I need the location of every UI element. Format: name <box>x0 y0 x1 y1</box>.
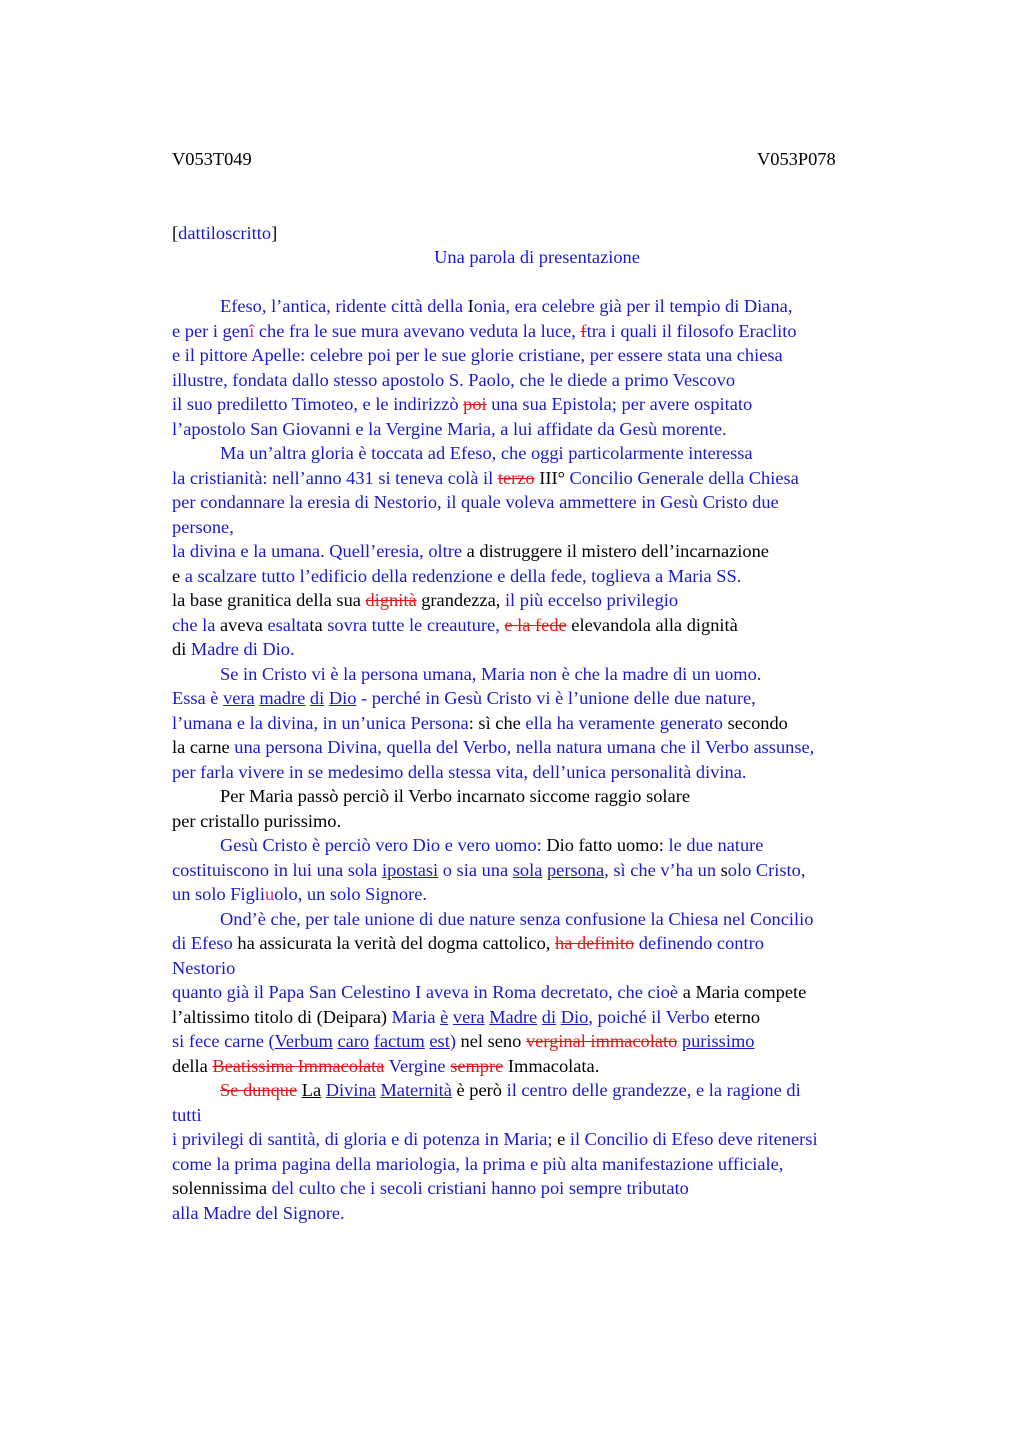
text-segment: e il pittore Apelle: celebre poi per le sue glorie cristiane, per essere stata una chiesa <box>172 345 783 365</box>
text-segment: tra i quali il filosofo Eraclito <box>586 320 797 341</box>
text-line <box>172 907 912 932</box>
text-segment: per farla vivere in se medesimo della stessa vita, dell’unica personalità divina. <box>172 761 747 782</box>
text-segment: I <box>467 296 474 316</box>
text-segment: di <box>541 1006 557 1027</box>
text-line <box>172 1078 912 1103</box>
text-segment: grandezza, <box>416 590 505 610</box>
text-line <box>172 662 912 687</box>
text-line <box>172 1201 912 1226</box>
text-segment: quanto già il Papa San Celestino I aveva in Roma decretato, che cioè <box>172 982 679 1002</box>
text-segment: una sua Epistola; per avere ospitato <box>486 394 753 414</box>
text-segment: si fece carne ( <box>172 1031 275 1051</box>
text-line <box>172 882 912 907</box>
text-segment: per cristallo purissimo. <box>172 810 342 831</box>
text-line <box>172 1152 912 1177</box>
text-segment: ) <box>449 1031 456 1051</box>
text-line <box>172 1176 912 1201</box>
text-segment: ella ha veramente generato <box>525 712 724 733</box>
text-segment: Per Maria passò perciò il Verbo incarnato siccome raggio solare <box>220 786 690 806</box>
deleted-text: poi <box>463 394 487 414</box>
text-segment: Immacolata. <box>503 1055 600 1076</box>
document-title: Una parola di presentazione <box>434 247 640 267</box>
deleted-text: e la fede <box>504 614 567 635</box>
text-segment: o sia una <box>438 859 513 880</box>
deleted-text: terzo <box>497 467 535 488</box>
text-segment: Maternità <box>380 1080 452 1100</box>
text-segment: secondo <box>723 712 788 733</box>
text-segment: Dio fatto uomo: <box>546 835 669 855</box>
document-body <box>172 294 912 1225</box>
text-segment: est <box>429 1031 450 1051</box>
text-line <box>172 858 912 883</box>
deleted-text: sempre <box>450 1055 504 1076</box>
text-line <box>172 1127 912 1152</box>
text-line <box>172 441 912 466</box>
text-line <box>172 368 912 393</box>
text-line <box>172 686 912 711</box>
text-line <box>172 784 912 809</box>
text-segment: il suo prediletto Timoteo, e le indirizzò <box>172 394 464 414</box>
text-segment: ipostasi <box>381 859 439 880</box>
text-segment: costituiscono in lui una sola <box>172 859 382 880</box>
text-segment: , sì che v’ha un <box>604 859 721 880</box>
text-segment: - perché in Gesù Cristo vi è l’unione delle due nature, <box>356 688 756 708</box>
text-segment: alla Madre del Signore. <box>172 1202 345 1223</box>
text-segment: a Maria compete <box>678 982 807 1002</box>
text-segment: purissimo <box>681 1031 755 1051</box>
text-segment: III° <box>534 467 565 488</box>
text-segment: della <box>172 1055 213 1076</box>
text-line <box>172 613 912 638</box>
text-segment: la cristianità: nell’anno 431 si teneva colà il <box>172 467 498 488</box>
text-segment: olo Cristo, <box>727 859 806 880</box>
text-segment: onia, era celebre già per il tempio di Diana, <box>473 296 793 316</box>
text-line <box>172 564 912 589</box>
text-segment: aveva <box>220 614 268 635</box>
text-segment: vera <box>223 688 255 708</box>
text-segment: Essa è <box>172 688 224 708</box>
tag-bracket-open: [ <box>172 223 179 243</box>
text-segment: il Concilio di Efeso deve ritenersi <box>569 1129 818 1149</box>
text-segment: la divina e la umana. Quell’eresia, oltre <box>172 541 463 561</box>
text-line <box>172 515 912 540</box>
text-segment: l’altissimo titolo di (Deipara) <box>172 1006 392 1027</box>
deleted-text: Se dunque <box>220 1080 298 1100</box>
text-segment: i privilegi di santità, di gloria e di potenza in Maria; <box>172 1129 558 1149</box>
text-segment: : sì che <box>468 712 526 733</box>
text-segment: , poiché il Verbo <box>588 1006 710 1027</box>
text-segment: Ond’è che, per tale unione di due nature senza confusione la Chiesa nel Concilio <box>220 908 814 929</box>
text-line <box>172 1054 912 1079</box>
text-segment: di <box>172 639 191 659</box>
text-line <box>172 735 912 760</box>
text-segment: come la prima pagina della mariologia, la prima e più alta manifestazione ufficiale, <box>172 1153 784 1174</box>
text-segment: Concilio Generale della Chiesa <box>564 467 799 488</box>
text-line <box>172 417 912 442</box>
text-segment: Madre <box>489 1006 538 1027</box>
text-segment: la carne <box>172 737 235 757</box>
text-segment: un solo Figli <box>172 884 265 904</box>
text-segment: factum <box>373 1031 425 1051</box>
text-segment: nel seno <box>455 1031 526 1051</box>
text-segment: persone, <box>172 516 234 537</box>
deleted-text: ha definito <box>555 933 635 953</box>
text-segment: per condannare la eresia di Nestorio, il quale voleva ammettere in Gesù Cristo due <box>172 492 779 512</box>
text-segment: madre <box>259 688 306 708</box>
text-segment: che fra le sue mura avevano veduta la luce, <box>254 320 581 341</box>
text-segment: è però <box>451 1080 507 1100</box>
text-segment: l’umana e la divina, in un’unica Persona <box>172 712 469 733</box>
text-segment: esalta <box>267 614 310 635</box>
text-segment: Gesù Cristo è perciò vero Dio e vero uomo: <box>220 835 547 855</box>
text-segment: sola <box>512 859 543 880</box>
text-segment: Verbum <box>274 1031 333 1051</box>
text-segment: tutti <box>172 1104 202 1125</box>
text-segment: e <box>172 565 185 586</box>
text-segment: Efeso, l’antica, ridente città della <box>220 296 468 316</box>
text-segment: illustre, fondata dallo stesso apostolo S. Paolo, che le diede a primo Vescovo <box>172 369 736 390</box>
text-segment: le due nature <box>668 835 764 855</box>
text-segment: ha assicurata la verità del dogma cattolico, <box>232 933 555 953</box>
text-line <box>172 1103 912 1128</box>
text-segment: persona <box>546 859 605 880</box>
text-segment: î <box>249 320 255 341</box>
text-segment: e per i gen <box>172 320 250 341</box>
text-segment: La <box>301 1080 322 1100</box>
text-segment: a distruggere il mistero dell’incarnazione <box>462 541 769 561</box>
text-segment: ta <box>309 614 328 635</box>
text-line <box>172 956 912 981</box>
text-segment: il più eccelso privilegio <box>504 590 679 610</box>
text-line <box>172 1005 912 1030</box>
text-segment: Dio <box>328 688 357 708</box>
text-line <box>172 490 912 515</box>
text-segment: l’apostolo San Giovanni e la Vergine Maria, a lui affidate da Gesù morente. <box>172 418 727 439</box>
text-segment: definendo contro <box>634 933 764 953</box>
tag-text: dattiloscritto <box>178 223 272 243</box>
text-segment: e <box>557 1129 570 1149</box>
text-line <box>172 931 912 956</box>
text-segment: elevandola alla dignità <box>566 614 738 635</box>
text-segment: Ma un’altra gloria è toccata ad Efeso, che oggi particolarmente interessa <box>220 443 753 463</box>
text-segment: sovra tutte le creauture, <box>327 614 505 635</box>
text-segment: è <box>440 1006 449 1027</box>
text-segment: u <box>265 884 275 904</box>
text-line <box>172 294 912 319</box>
text-segment: che la <box>172 614 220 635</box>
text-segment: olo, un solo Signore. <box>274 884 427 904</box>
tag-bracket-close: ] <box>271 223 278 243</box>
document-code-left: V053T049 <box>172 149 252 169</box>
deleted-text: Beatissima Immacolata <box>212 1055 385 1076</box>
text-line <box>172 343 912 368</box>
document-code-right: V053P078 <box>757 149 836 169</box>
text-segment: vera <box>452 1006 485 1027</box>
text-line <box>172 539 912 564</box>
text-line <box>172 833 912 858</box>
text-segment: Se in Cristo vi è la persona umana, Maria non è che la madre di un uomo. <box>220 663 762 684</box>
text-line <box>172 319 912 344</box>
text-segment: una persona Divina, quella del Verbo, nella natura umana che il Verbo assunse, <box>234 737 815 757</box>
text-line <box>172 466 912 491</box>
text-segment: eterno <box>709 1006 761 1027</box>
document-type-tag <box>172 221 277 245</box>
text-segment: la base granitica della sua <box>172 590 366 610</box>
text-segment: caro <box>337 1031 370 1051</box>
text-line <box>172 588 912 613</box>
text-segment: Nestorio <box>172 957 236 978</box>
text-segment: Maria <box>391 1006 441 1027</box>
text-segment: Vergine <box>384 1055 451 1076</box>
text-segment: solennissima <box>172 1178 272 1198</box>
deleted-text: verginal immacolato <box>525 1031 678 1051</box>
text-line <box>172 637 912 662</box>
text-line <box>172 809 912 834</box>
text-line <box>172 760 912 785</box>
text-segment: Divina <box>325 1080 376 1100</box>
text-line <box>172 980 912 1005</box>
text-segment: s <box>720 859 728 880</box>
text-segment: di Efeso <box>172 933 233 953</box>
text-segment: a scalzare tutto l’edificio della redenzione e della fede, toglieva a Maria SS. <box>184 565 742 586</box>
deleted-text: dignità <box>365 590 417 610</box>
text-segment: del culto che i secoli cristiani hanno poi sempre tributato <box>271 1178 689 1198</box>
text-line <box>172 711 912 736</box>
text-segment: Madre di Dio. <box>190 639 295 659</box>
text-segment: di <box>309 688 325 708</box>
text-line <box>172 392 912 417</box>
text-line <box>172 1029 912 1054</box>
deleted-text: f <box>580 320 587 341</box>
text-segment: il centro delle grandezze, e la ragione di <box>506 1080 801 1100</box>
text-segment: Dio <box>560 1006 589 1027</box>
